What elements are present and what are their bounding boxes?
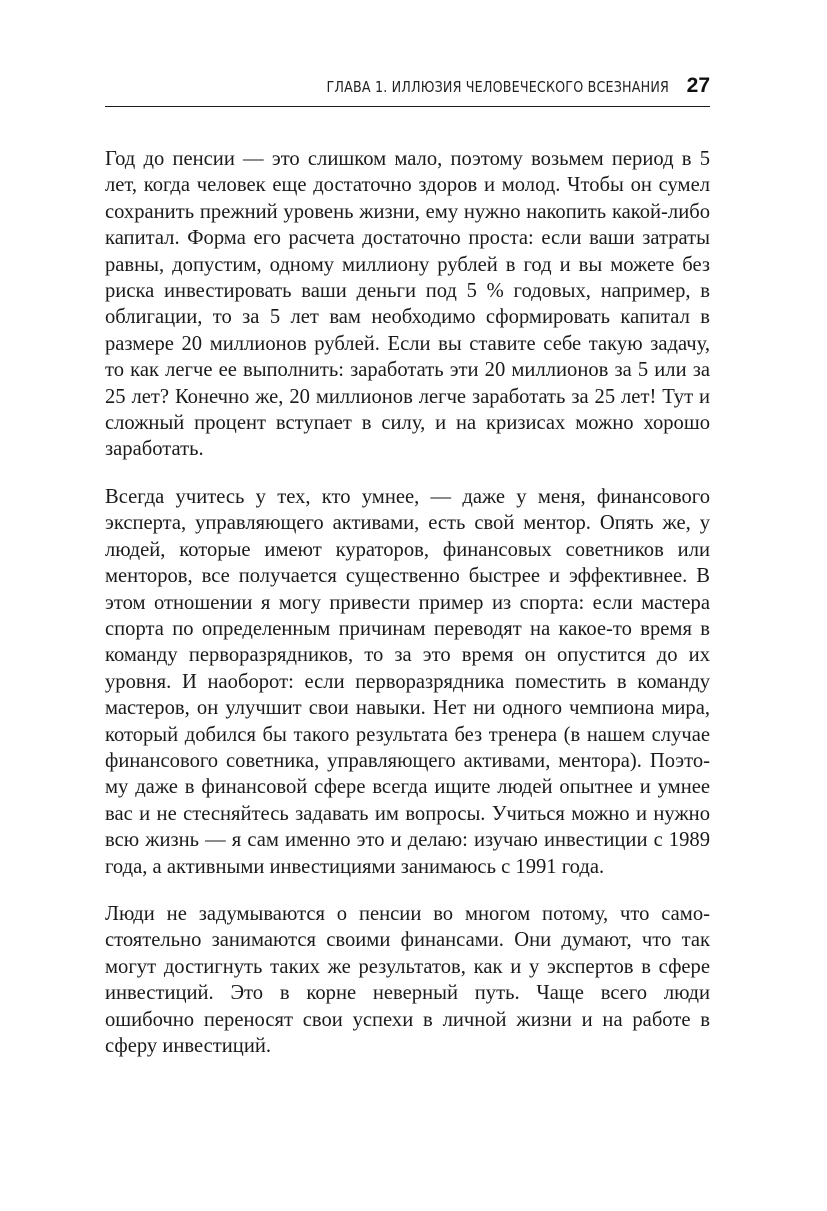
- chapter-title: ГЛАВА 1. ИЛЛЮЗИЯ ЧЕЛОВЕЧЕСКОГО ВСЕЗНАНИЯ: [326, 78, 669, 96]
- paragraph: Год до пенсии — это слишком мало, поэтому возьмем период в 5 лет, когда человек еще достаточно здоров и молод. Чтобы он сумел сохранить прежний уровень жизни, ему нужно накопить какой-либо капитал. Форма его расчета достаточно проста: если ваши затраты равны, допустим, одному миллиону рублей в год и вы можете без риска инвестировать ваши деньги под 5 % годовых, например, в облигации, то за 5 лет вам необходимо сформировать капитал в размере 20 миллионов рублей. Если вы ставите себе такую задачу, то как легче ее выполнить: заработать эти 20 миллионов за 5 или за 25 лет? Конечно же, 20 миллионов легче заработать за 25 лет! Тут и сложный процент вступает в силу, и на кризисах можно хорошо заработать.: [105, 148, 710, 461]
- header-rule: [105, 106, 710, 107]
- page-number: 27: [686, 74, 710, 97]
- running-head: [214, 78, 710, 104]
- body-text: [105, 146, 710, 1059]
- paragraph: Люди не задумываются о пенсии во многом потому, что самостоятельно занимаются своими финансами. Они думают, что так могут достигнуть таких же результатов, как и у экспертов в сфере инвестиций. Это в корне неверный путь. Чаще всего люди ошибочно переносят свои успехи в личной жизни и на работе в сферу инвестиций.: [105, 902, 710, 1057]
- paragraph: Всегда учитесь у тех, кто умнее, — даже у меня, финансового эксперта, управляющего активами, есть свой ментор. Опять же, у людей, которые имеют кураторов, финансовых советников или менторов, все получается существенно быстрее и эффективнее. В этом отношении я могу привести пример из спорта: если мастера спорта по определенным причинам переводят на какое-то время в команду перворазрядников, то за это время он опустится до их уровня. И наоборот: если перворазрядника поместить в команду мастеров, он улучшит свои навыки. Нет ни одного чемпиона мира, который добился бы такого результата без тренера (в нашем случае финансового советника, управляющего активами, ментора). Поэтому даже в финансовой сфере всегда ищите людей опытнее и умнее вас и не стесняйтесь задавать им вопросы. Учиться можно и нужно всю жизнь — я сам именно это и делаю: изучаю инвестиции с 1989 года, а активными инвестициями занимаюсь с 1991 года.: [105, 485, 710, 878]
